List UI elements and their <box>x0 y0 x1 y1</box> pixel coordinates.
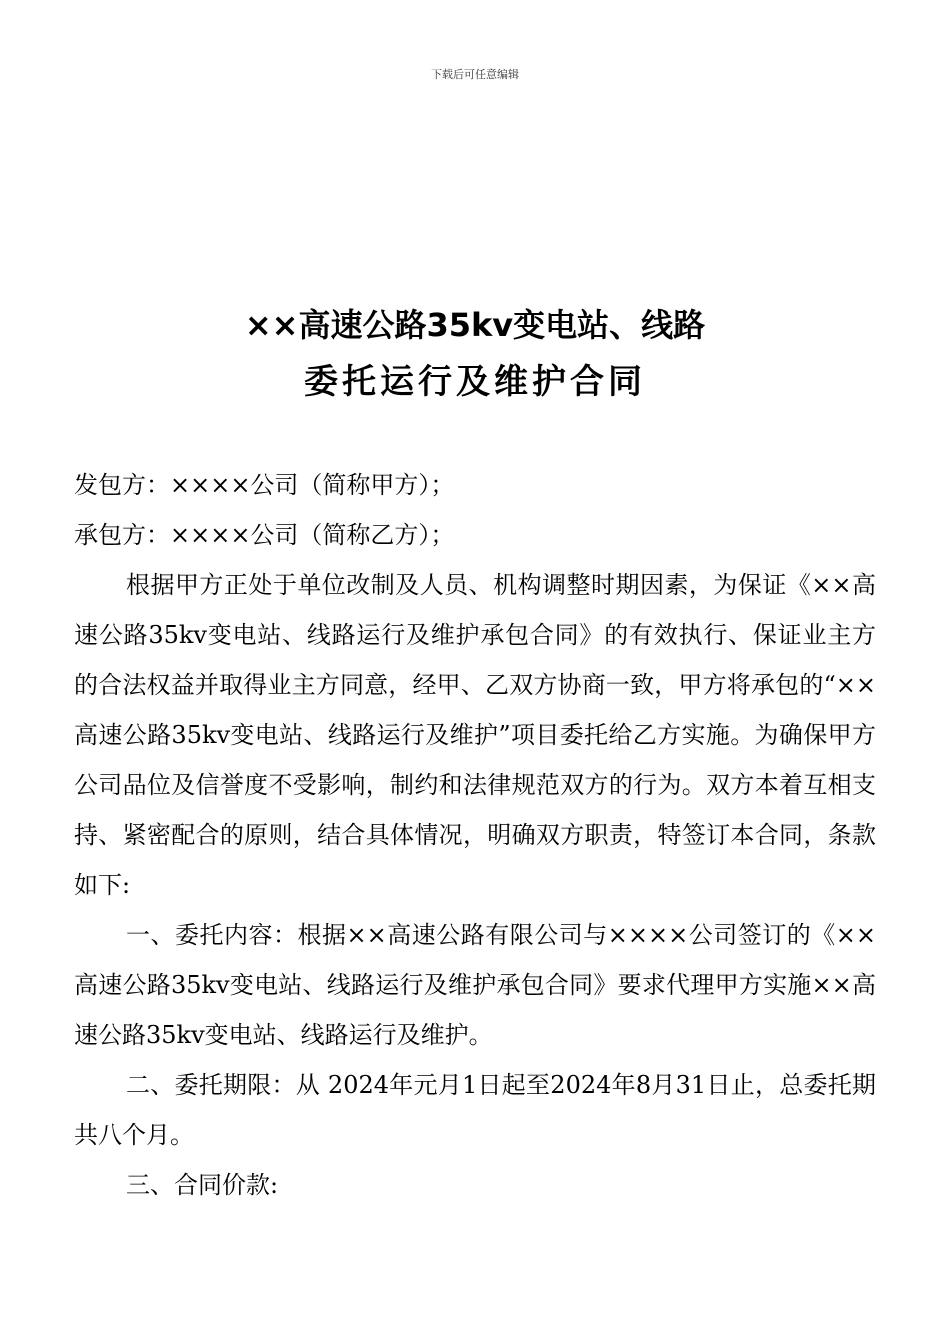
clause-2: 二、委托期限：从 2024年元月1日起至2024年8月31日止，总委托期共八个月。 <box>74 1071 876 1149</box>
clause-1: 一、委托内容：根据××高速公路有限公司与××××公司签订的《××高速公路35kv变电站、线路运行及维护承包合同》要求代理甲方实施××高速公路35kv变电站、线路运行及维护。 <box>74 921 876 1049</box>
contract-body <box>74 460 876 1210</box>
clause-3: 三、合同价款: <box>126 1171 279 1199</box>
party-a: 发包方：××××公司（简称甲方）； <box>74 471 455 499</box>
contract-title-line-1: ××高速公路35kv变电站、线路 <box>244 306 706 344</box>
party-b: 承包方：××××公司（简称乙方）； <box>74 521 455 549</box>
contract-title-line-2: 委托运行及维护合同 <box>304 362 646 402</box>
header-note: 下载后可任意编辑 <box>431 68 519 81</box>
preamble-paragraph: 根据甲方正处于单位改制及人员、机构调整时期因素，为保证《××高速公路35kv变电站、线路运行及维护承包合同》的有效执行、保证业主方的合法权益并取得业主方同意，经甲、乙双方协商一致，甲方将承包的“××高速公路35kv变电站、线路运行及维护”项目委托给乙方实施。为确保甲方公司品位及信誉度不受影响，制约和法律规范双方的行为。双方本着互相支持、紧密配合的原则，结合具体情况，明确双方职责，特签订本合同，条款如下: <box>74 571 876 899</box>
